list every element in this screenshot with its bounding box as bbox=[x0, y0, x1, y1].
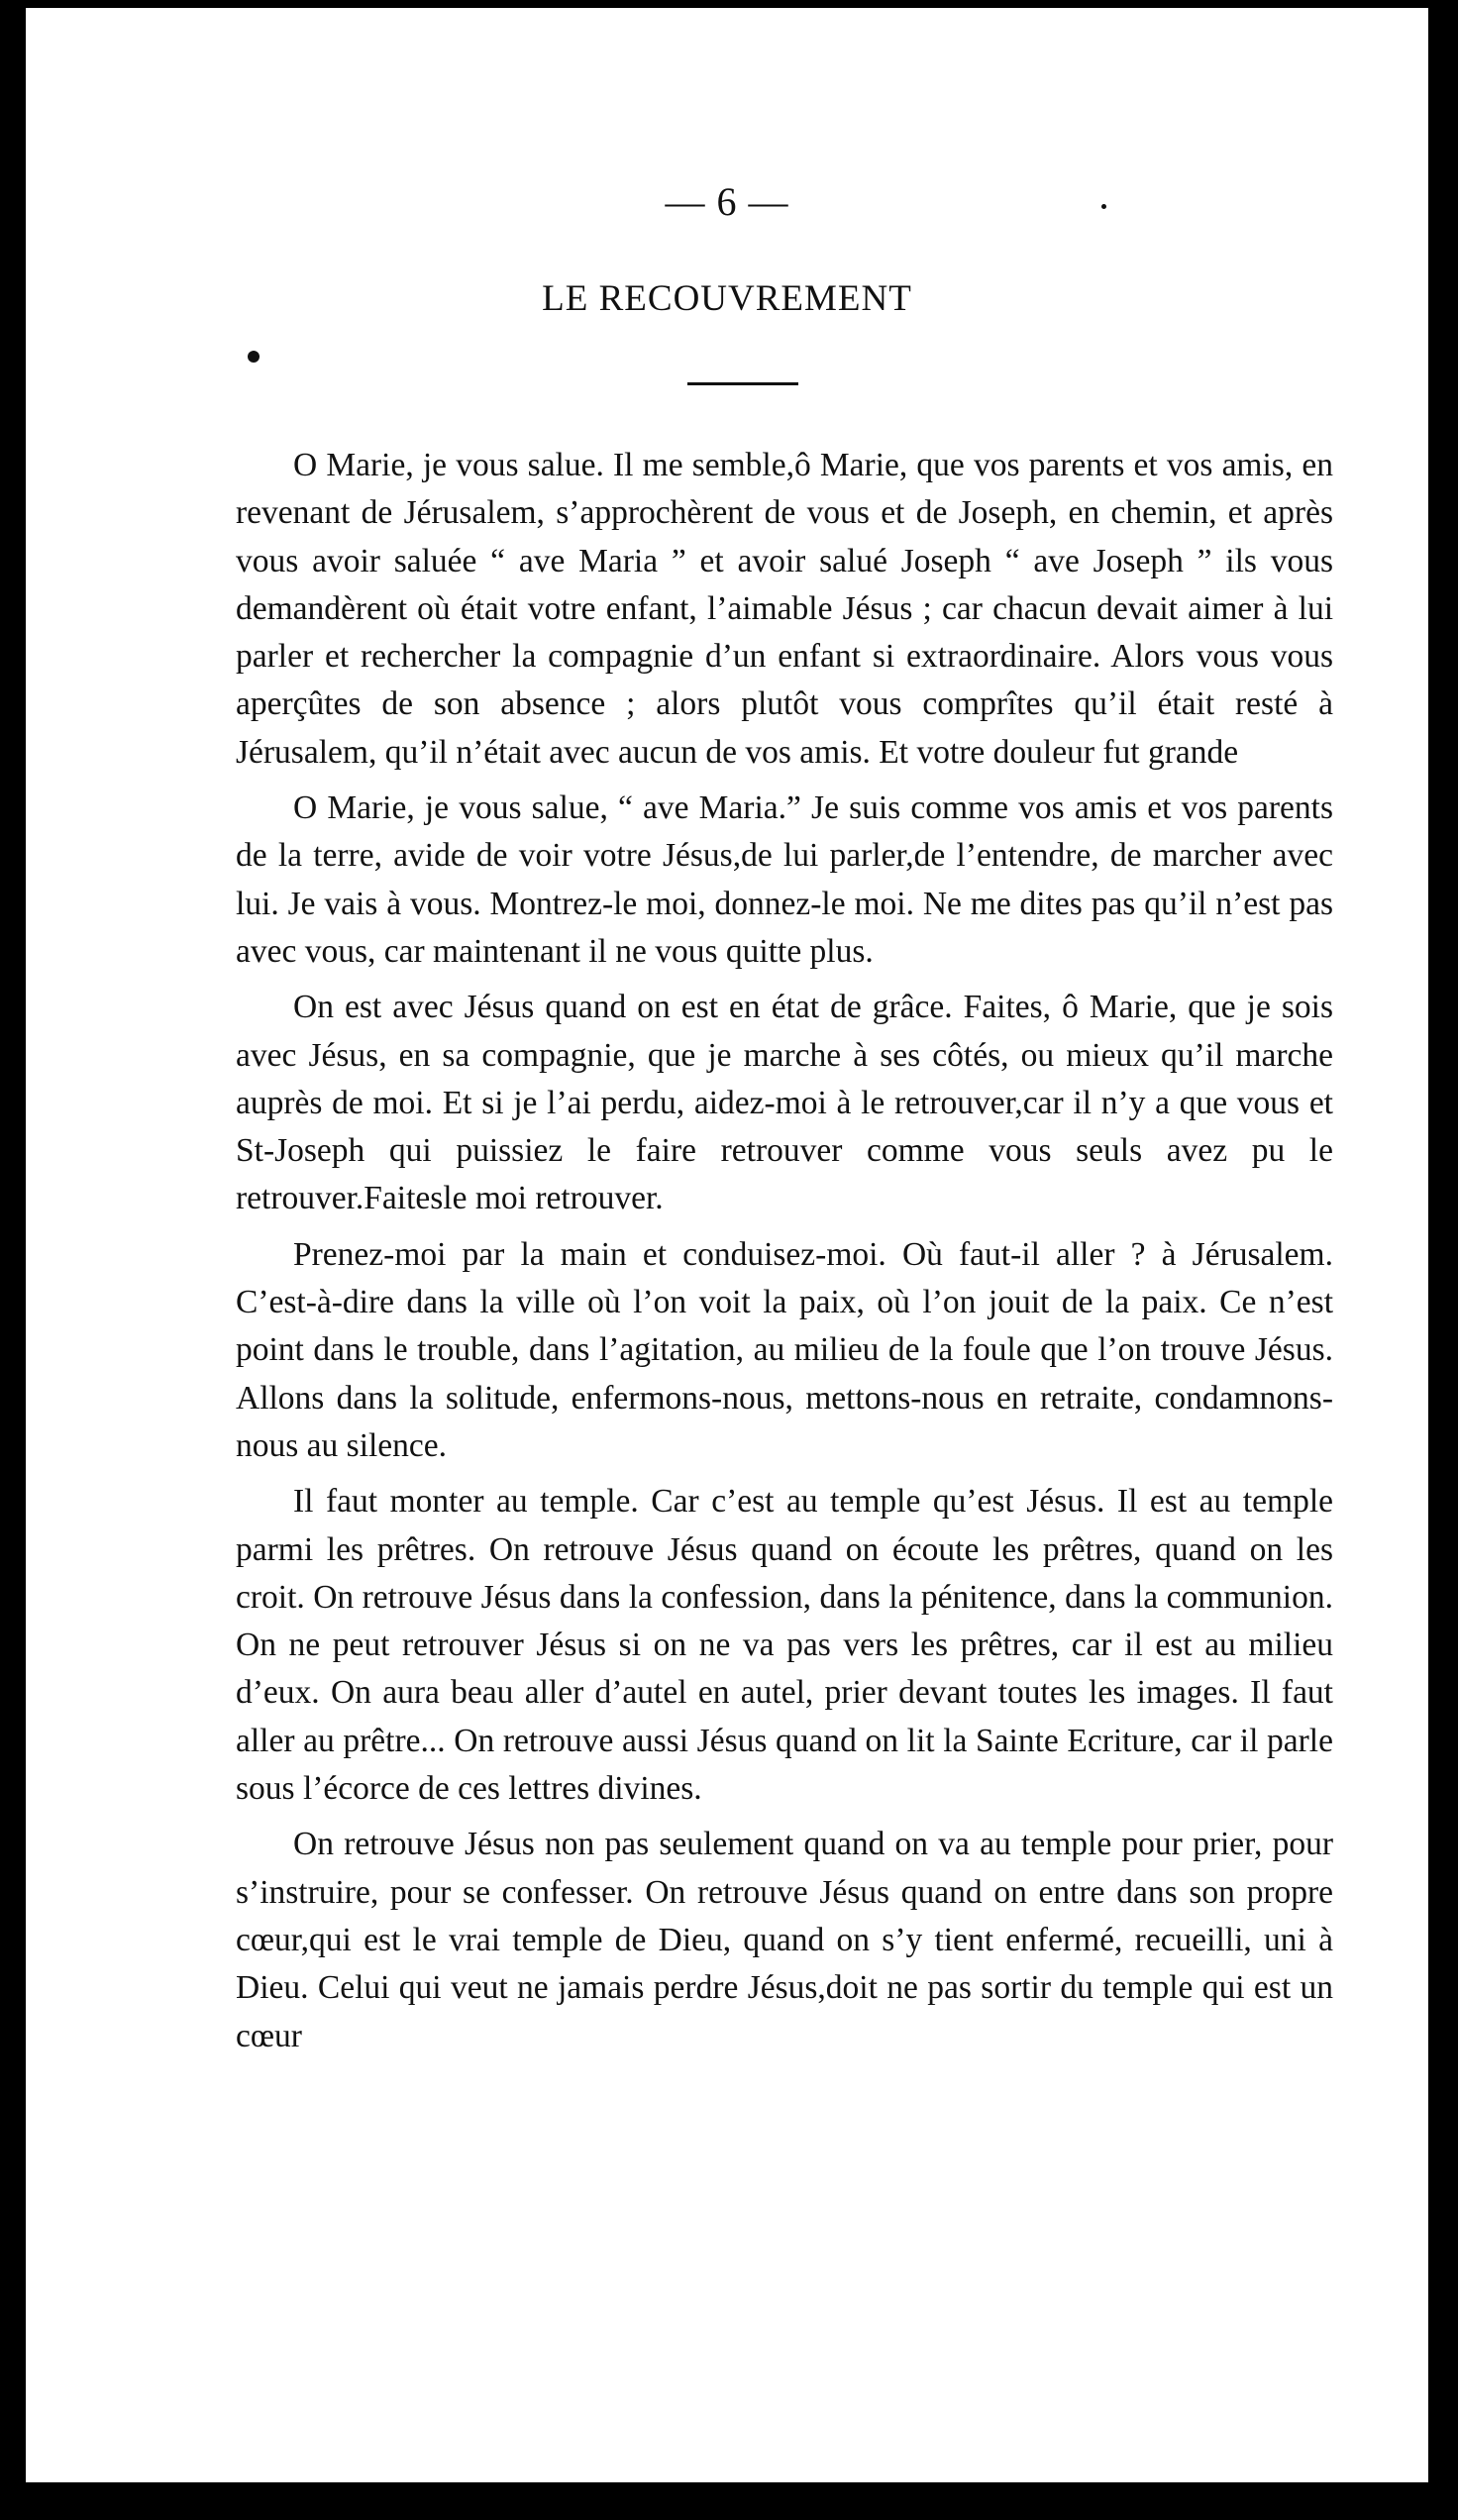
paragraph: Il faut monter au temple. Car c’est au temple qu’est Jésus. Il est au temple parmi les prêtres. On retrouve Jésus quand on écoute les prêtres, quand on les croit. On retrouve Jésus dans la confession, dans la pénitence, dans la communion. On ne peut retrouver Jésus si on ne va pas vers les prêtres, car il est au milieu d’eux. On aura beau aller d’autel en autel, prier devant toutes les images. Il faut aller au prêtre... On retrouve aussi Jésus quand on lit la Sainte Ecriture, car il parle sous l’écorce de ces lettres divines. bbox=[236, 1483, 1333, 1808]
paragraph: On retrouve Jésus non pas seulement quand on va au temple pour prier, pour s’instruire, pour se confesser. On retrouve Jésus quand on entre dans son propre cœur,qui est le vrai temple de Dieu, quand on s’y tient enfermé, recueilli, uni à Dieu. Celui qui veut ne jamais perdre Jésus,doit ne pas sortir du temple qui est un cœur bbox=[236, 1826, 1333, 2054]
ink-speck bbox=[1101, 204, 1106, 209]
book-page bbox=[26, 8, 1428, 2482]
title-divider bbox=[687, 382, 798, 385]
paragraph: O Marie, je vous salue. Il me semble,ô Marie, que vos parents et vos amis, en revenant de Jérusalem, s’approchèrent de vous et de Joseph, en chemin, et après vous avoir saluée “ ave Maria ” et avoir salué Joseph “ ave Joseph ” ils vous demandèrent où était votre enfant, l’aimable Jésus ; car chacun devait aimer à lui parler et rechercher la compagnie d’un enfant si extraordinaire. Alors vous vous aperçûtes de son absence ; alors plutôt vous comprîtes qu’il était resté à Jérusalem, qu’il n’était avec aucun de vos amis. Et votre douleur fut grande bbox=[236, 447, 1333, 771]
paragraph: O Marie, je vous salue, “ ave Maria.” Je suis comme vos amis et vos parents de la terre, avide de voir votre Jésus,de lui parler,de l’entendre, de marcher avec lui. Je vais à vous. Montrez-le moi, donnez-le moi. Ne me dites pas qu’il n’est pas avec vous, car maintenant il ne vous quitte plus. bbox=[236, 789, 1333, 970]
ink-speck bbox=[248, 351, 260, 363]
paragraph: Prenez-moi par la main et conduisez-moi. Où faut-il aller ? à Jérusalem. C’est-à-dire dans la ville où l’on voit la paix, où l’on jouit de la paix. Ce n’est point dans le trouble, dans l’agitation, au milieu de la foule que l’on trouve Jésus. Allons dans la solitude, enfermons-nous, mettons-nous en retraite, condamnons-nous au silence. bbox=[236, 1235, 1333, 1464]
chapter-title: LE RECOUVREMENT bbox=[542, 278, 912, 319]
body-text bbox=[236, 442, 1333, 2068]
paragraph: On est avec Jésus quand on est en état de grâce. Faites, ô Marie, que je sois avec Jésus, en sa compagnie, que je marche à ses côtés, ou mieux qu’il marche auprès de moi. Et si je l’ai perdu, aidez-moi à le retrouver,car il n’y a que vous et St-Joseph qui puissiez le faire retrouver comme vous seuls avez pu le retrouver.Faitesle moi retrouver. bbox=[236, 989, 1333, 1217]
page-number: — 6 — bbox=[665, 179, 789, 224]
